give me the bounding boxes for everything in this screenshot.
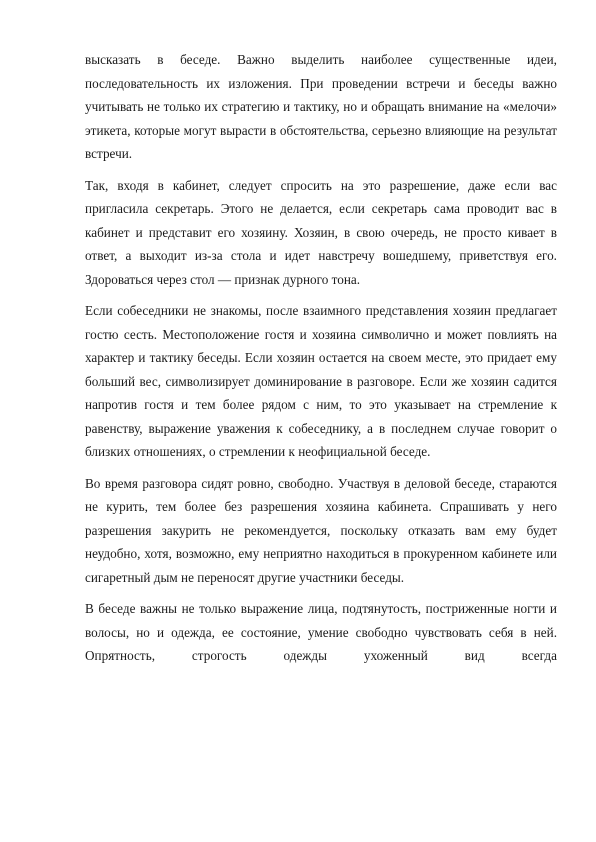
paragraph-1: высказать в беседе. Важно выделить наиболее существенные идеи, последовательность их изложения. При проведении встречи и беседы важно учитывать не только их стратегию и тактику, но и обращать внимание на «мелочи» этикета, которые могут вырасти в обстоятельства, серьезно влияющие на результат встречи. (85, 52, 557, 161)
body-text (85, 48, 557, 676)
paragraph-2: Так, входя в кабинет, следует спросить на это разрешение, даже если вас пригласила секретарь. Этого не делается, если секретарь сама проводит вас в кабинет и представит его хозяину. Хозяин, в свою очередь, не просто кивает в ответ, а выходит из-за стола и идет навстречу вошедшему, приветствуя его. Здороваться через стол — признак дурного тона. (85, 177, 557, 287)
paragraph-4: Во время разговора сидят ровно, свободно. Участвуя в деловой беседе, стараются не курить, тем более без разрешения хозяина кабинета. Спрашивать у него разрешения закурить не рекомендуется, поскольку отказать вам ему будет неудобно, хотя, возможно, ему неприятно находиться в прокуренном кабинете или сигаретный дым не переносят другие участники беседы. (85, 475, 557, 585)
paragraph-5: В беседе важны не только выражение лица, подтянутость, постриженные ногти и волосы, но и одежда, ее состояние, умение свободно чувствовать себя в ней. Опрятность, строгость одежды ухоженный вид всегда (85, 601, 557, 663)
paragraph-3: Если собеседники не знакомы, после взаимного представления хозяин предлагает гостю сесть. Местоположение гостя и хозяина символично и может повлиять на характер и тактику беседы. Если хозяин остается на своем месте, это придает ему больший вес, символизирует доминирование в разговоре. Если же хозяин садится напротив гостя и тем более рядом с ним, то это указывает на стремление к равенству, выражение уважения к собеседнику, а в последнем случае говорит о близких отношениях, о стремлении к неофициальной беседе. (85, 303, 557, 459)
